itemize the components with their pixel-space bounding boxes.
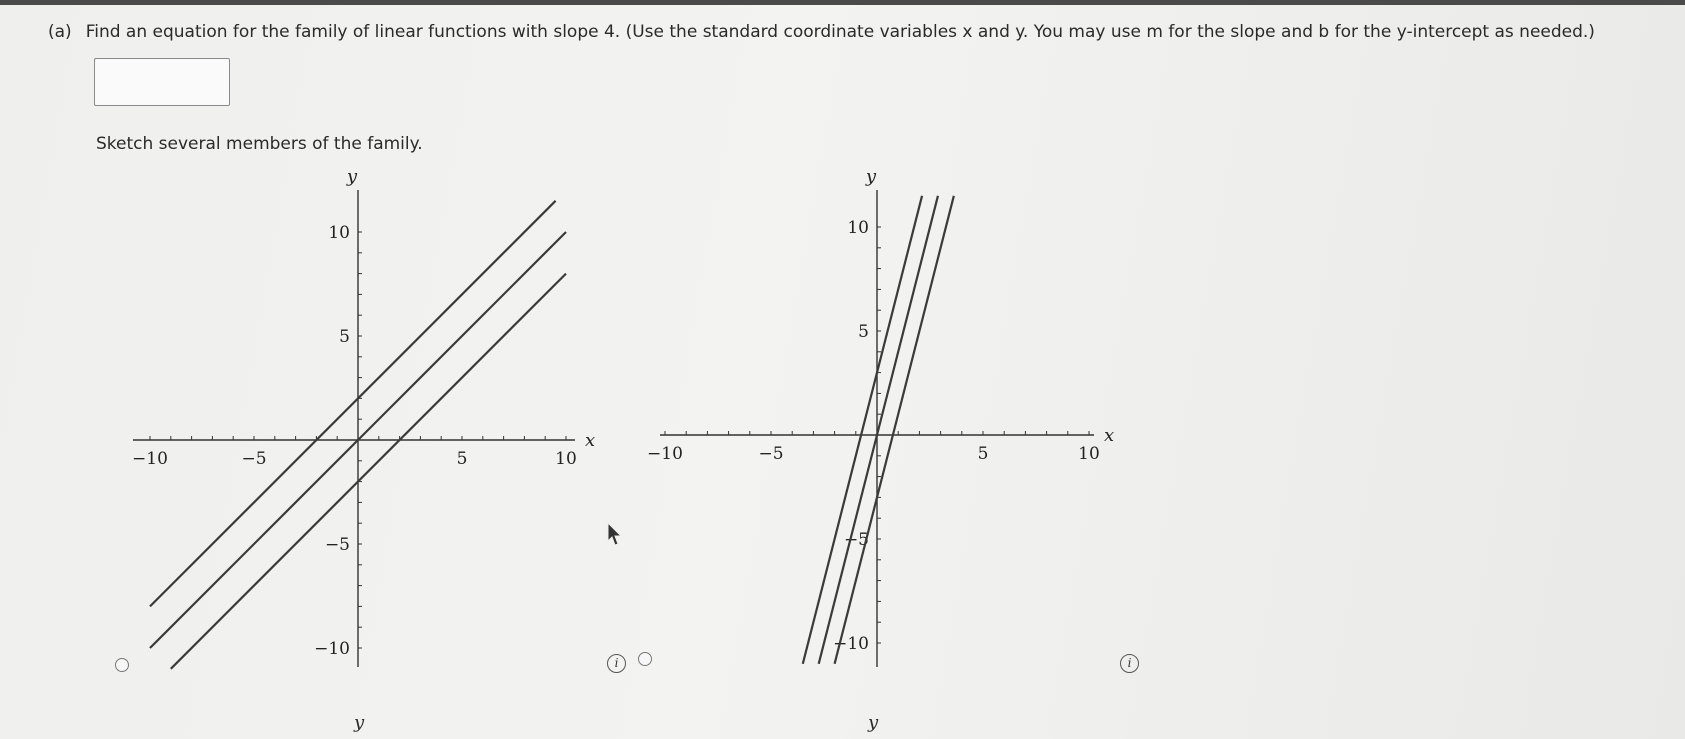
- x-axis-label: x: [1104, 425, 1115, 446]
- graph-option-1: [115, 166, 596, 680]
- radio-graph-option-1[interactable]: [115, 658, 129, 672]
- equation-answer-input[interactable]: [94, 58, 230, 106]
- y-axis-label: y: [865, 166, 877, 187]
- family-line: [819, 196, 938, 664]
- y-tick-label: −10: [833, 634, 869, 654]
- question-text: [48, 22, 1595, 42]
- x-tick-label: −10: [132, 449, 168, 469]
- x-tick-label: 10: [555, 449, 577, 469]
- question-prompt: Find an equation for the family of linear functions with slope 4. (Use the standard coordinate variables x and y. You may use m for the slope and b for the y-intercept as needed.): [85, 22, 1595, 42]
- x-tick-label: 5: [456, 449, 468, 469]
- x-tick-label: −10: [647, 444, 683, 464]
- x-tick-label: −5: [758, 444, 784, 464]
- top-bar: [0, 0, 1685, 5]
- x-tick-label: 10: [1078, 444, 1100, 464]
- y-tick-label: −5: [324, 535, 350, 555]
- y-tick-label: −5: [843, 530, 869, 550]
- y-axis-label: y: [346, 166, 358, 187]
- family-line: [150, 201, 556, 607]
- part-label: (a): [48, 22, 72, 42]
- next-graph-y-label: y: [868, 712, 879, 733]
- x-tick-label: 5: [977, 444, 989, 464]
- info-icon[interactable]: i: [1120, 654, 1139, 673]
- y-tick-label: 10: [847, 218, 869, 238]
- family-line: [171, 274, 566, 669]
- info-icon[interactable]: i: [607, 654, 626, 673]
- family-line: [803, 196, 922, 664]
- sketch-instruction: Sketch several members of the family.: [96, 134, 423, 154]
- y-tick-label: −10: [314, 639, 350, 659]
- next-graph-y-label: y: [354, 712, 365, 733]
- x-axis-label: x: [585, 430, 596, 451]
- x-tick-label: −5: [241, 449, 267, 469]
- mouse-cursor-icon: [606, 522, 624, 548]
- y-tick-label: 10: [328, 223, 350, 243]
- family-line: [835, 196, 954, 664]
- radio-graph-option-2[interactable]: [638, 652, 652, 666]
- y-tick-label: 5: [858, 322, 869, 342]
- y-tick-label: 5: [339, 327, 350, 347]
- graph-option-2: [640, 166, 1115, 680]
